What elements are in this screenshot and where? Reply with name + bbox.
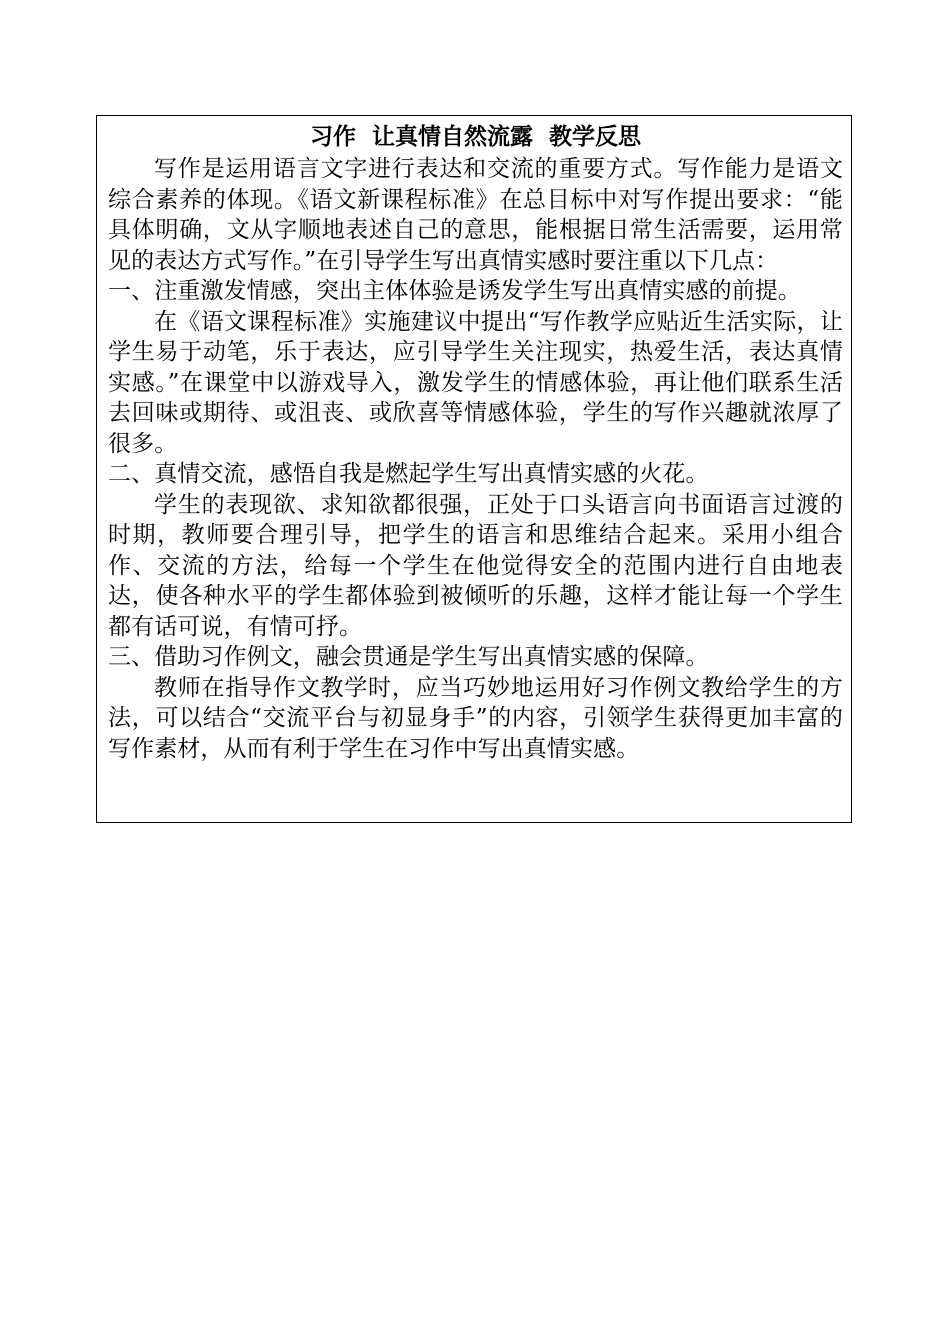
section-body-1: 在《语文课程标准》实施建议中提出“写作教学应贴近生活实际，让学生易于动笔，乐于表达，应引导学生关注现实，热爱生活，表达真情实感。”在课堂中以游戏导入，激发学生的情感体验，再让他们联系生活去回味或期待、或沮丧、或欣喜等情感体验，学生的写作兴趣就浓厚了很多。 (108, 308, 843, 457)
section-body-2: 学生的表现欲、求知欲都很强，正处于口头语言向书面语言过渡的时期，教师要合理引导，把学生的语言和思维结合起来。采用小组合作、交流的方法，给每一个学生在他觉得安全的范围内进行自由地表达，使各种水平的学生都体验到被倾听的乐趣，这样才能让每一个学生都有话可说，有情可抒。 (108, 491, 843, 640)
intro-paragraph: 写作是运用语言文字进行表达和交流的重要方式。写作能力是语文综合素养的体现。《语文新课程标准》在总目标中对写作提出要求：“能具体明确，文从字顺地表述自己的意思，能根据日常生活需要，运用常见的表达方式写作。”在引导学生写出真情实感时要注重以下几点： (108, 156, 843, 274)
section-heading-3: 三、借助习作例文，融会贯通是学生写出真情实感的保障。 (108, 644, 709, 670)
section-heading-1: 一、注重激发情感，突出主体体验是诱发学生写出真情实感的前提。 (108, 278, 801, 304)
section-body-3: 教师在指导作文教学时，应当巧妙地运用好习作例文教给学生的方法，可以结合“交流平台与初显身手”的内容，引领学生获得更加丰富的写作素材，从而有利于学生在习作中写出真情实感。 (108, 674, 843, 762)
section-heading-2: 二、真情交流，感悟自我是燃起学生写出真情实感的火花。 (108, 461, 709, 487)
document-title: 习作 让真情自然流露 教学反思 (309, 123, 642, 150)
document-frame (96, 115, 852, 823)
